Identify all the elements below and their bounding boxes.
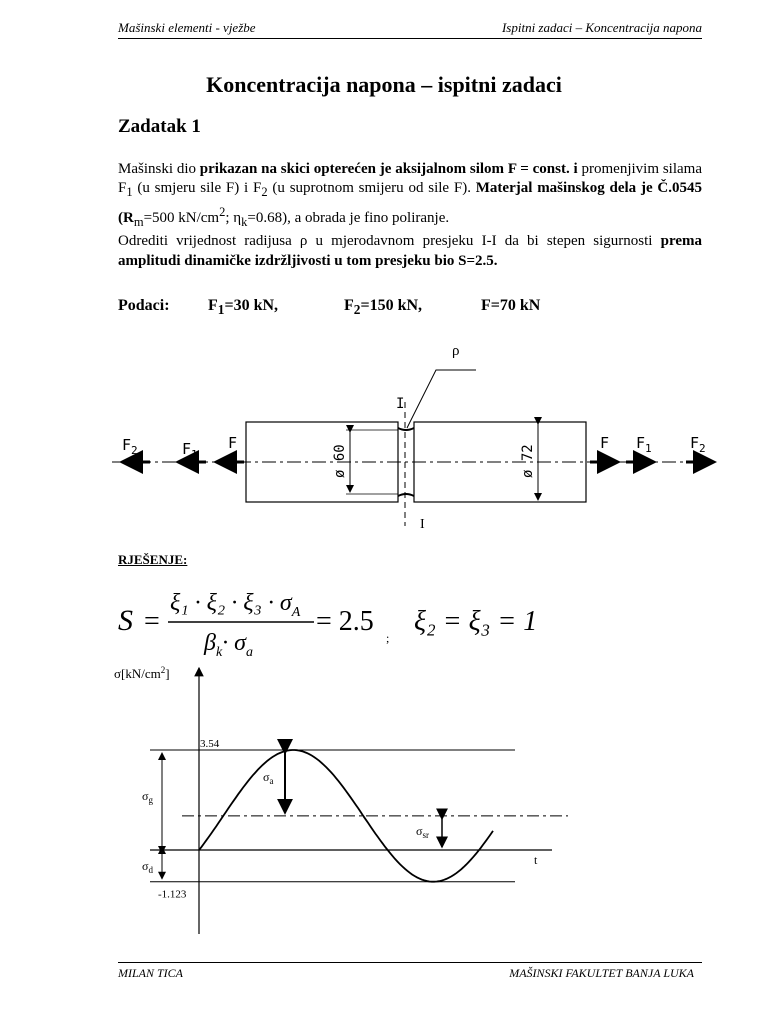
sigma-d-label: $\sigma_d$ [142, 858, 153, 875]
formula-denominator: $\beta_k\cdot \sigma_a$ [204, 630, 254, 660]
stress-graph [100, 660, 580, 940]
subscript: m [133, 214, 144, 229]
sigma-sr-label: $\sigma_{sr}$ [416, 823, 429, 840]
subscript: 1 [126, 185, 133, 200]
text-run: (u smjeru sile F) i F [132, 180, 262, 197]
superscript: 2 [219, 204, 226, 219]
text-run: F [344, 297, 354, 314]
formula-separator: ; [386, 631, 390, 645]
task-heading: Zadatak 1 [118, 116, 201, 137]
footer-divider [118, 962, 702, 963]
header-divider [118, 38, 702, 39]
text-run: =500 kN/cm [143, 209, 220, 226]
subscript: k [241, 214, 248, 229]
safety-formula [110, 580, 550, 660]
text-run: (u suprotnom smijeru od sile F). [267, 180, 471, 197]
formula-numerator: $\xi_1 \cdot \xi_2 \cdot \xi_3 \cdot \sigma_A$ [170, 590, 301, 620]
text-run: =150 kN, [360, 297, 423, 314]
formula-xi: ξ₂ = ξ₃ = 1 [414, 606, 538, 637]
data-label: Podaci: [118, 297, 170, 314]
text-run: ; η [225, 209, 242, 226]
header-right: Ispitni zadaci – Koncentracija napona [501, 20, 702, 35]
formula-s: S [118, 604, 133, 637]
text-run: Mašinski dio [118, 161, 200, 177]
data-f1 [208, 297, 278, 318]
sigma-g-label: $\sigma_g$ [142, 789, 153, 805]
header-left: Mašinski elementi - vježbe [118, 20, 256, 35]
shaft-sketch [0, 330, 768, 535]
task-paragraph-1 [118, 160, 702, 232]
page-title: Koncentracija napona – ispitni zadaci [206, 72, 562, 97]
rho-leader [407, 370, 476, 428]
label-f1-right: $F_1$ [636, 434, 652, 455]
text-run: promenjivim silama F [118, 161, 702, 197]
solution-heading: RJEŠENJE: [118, 552, 188, 567]
subscript: 1 [217, 302, 225, 318]
subscript: 2 [261, 185, 268, 200]
footer-left: MILAN TICA [118, 966, 184, 980]
section-label-bottom: I [420, 517, 425, 532]
label-f2-left: $F_2$ [122, 436, 138, 457]
text-run-bold: Materjal mašinskog dela je Č.0545 (R [118, 180, 703, 226]
label-f1-left: $F_1$ [182, 440, 198, 461]
text-run-bold: prikazan na skici opterećen je aksijalnom silom F = const. i [199, 161, 578, 177]
y-axis-label: $\sigma[kN/cm^2]$ [114, 665, 170, 681]
dim-72-label: ø 72 [520, 444, 536, 478]
task-paragraph-2 [118, 232, 702, 271]
text-run-bold: prema amplitudi dinamičke izdržljivosti u tom presjeku bio S=2.5. [118, 233, 703, 269]
subscript: 2 [353, 302, 361, 318]
task-text [118, 160, 702, 271]
section-label-top: I [396, 396, 405, 412]
formula-eq: = [144, 606, 160, 637]
data-f2 [344, 297, 422, 318]
label-f2-right: $F_2$ [690, 434, 706, 455]
rho-label: ρ [452, 343, 460, 359]
text-run: =30 kN, [224, 297, 279, 314]
footer-right: MAŠINSKI FAKULTET BANJA LUKA [509, 966, 694, 980]
text-run: F [208, 297, 218, 314]
text-run: Odrediti vrijednost radijusa ρ u mjerodavnom presjeku I-I da bi stepen sigurnosti [118, 233, 653, 250]
text-run: =0.68), a obrada je fino poliranje. [247, 209, 450, 226]
max-value-label: 3.54 [200, 738, 220, 750]
formula-result: = 2.5 [316, 606, 374, 637]
x-axis-label: t [534, 853, 538, 867]
label-f-left: F [228, 434, 238, 452]
min-value-label: -1.123 [158, 888, 187, 901]
data-f: F=70 kN [481, 297, 541, 314]
label-f-right: F [600, 434, 610, 452]
dim-60-label: ø 60 [332, 444, 348, 478]
sigma-a-label: $\sigma_a$ [263, 769, 274, 786]
